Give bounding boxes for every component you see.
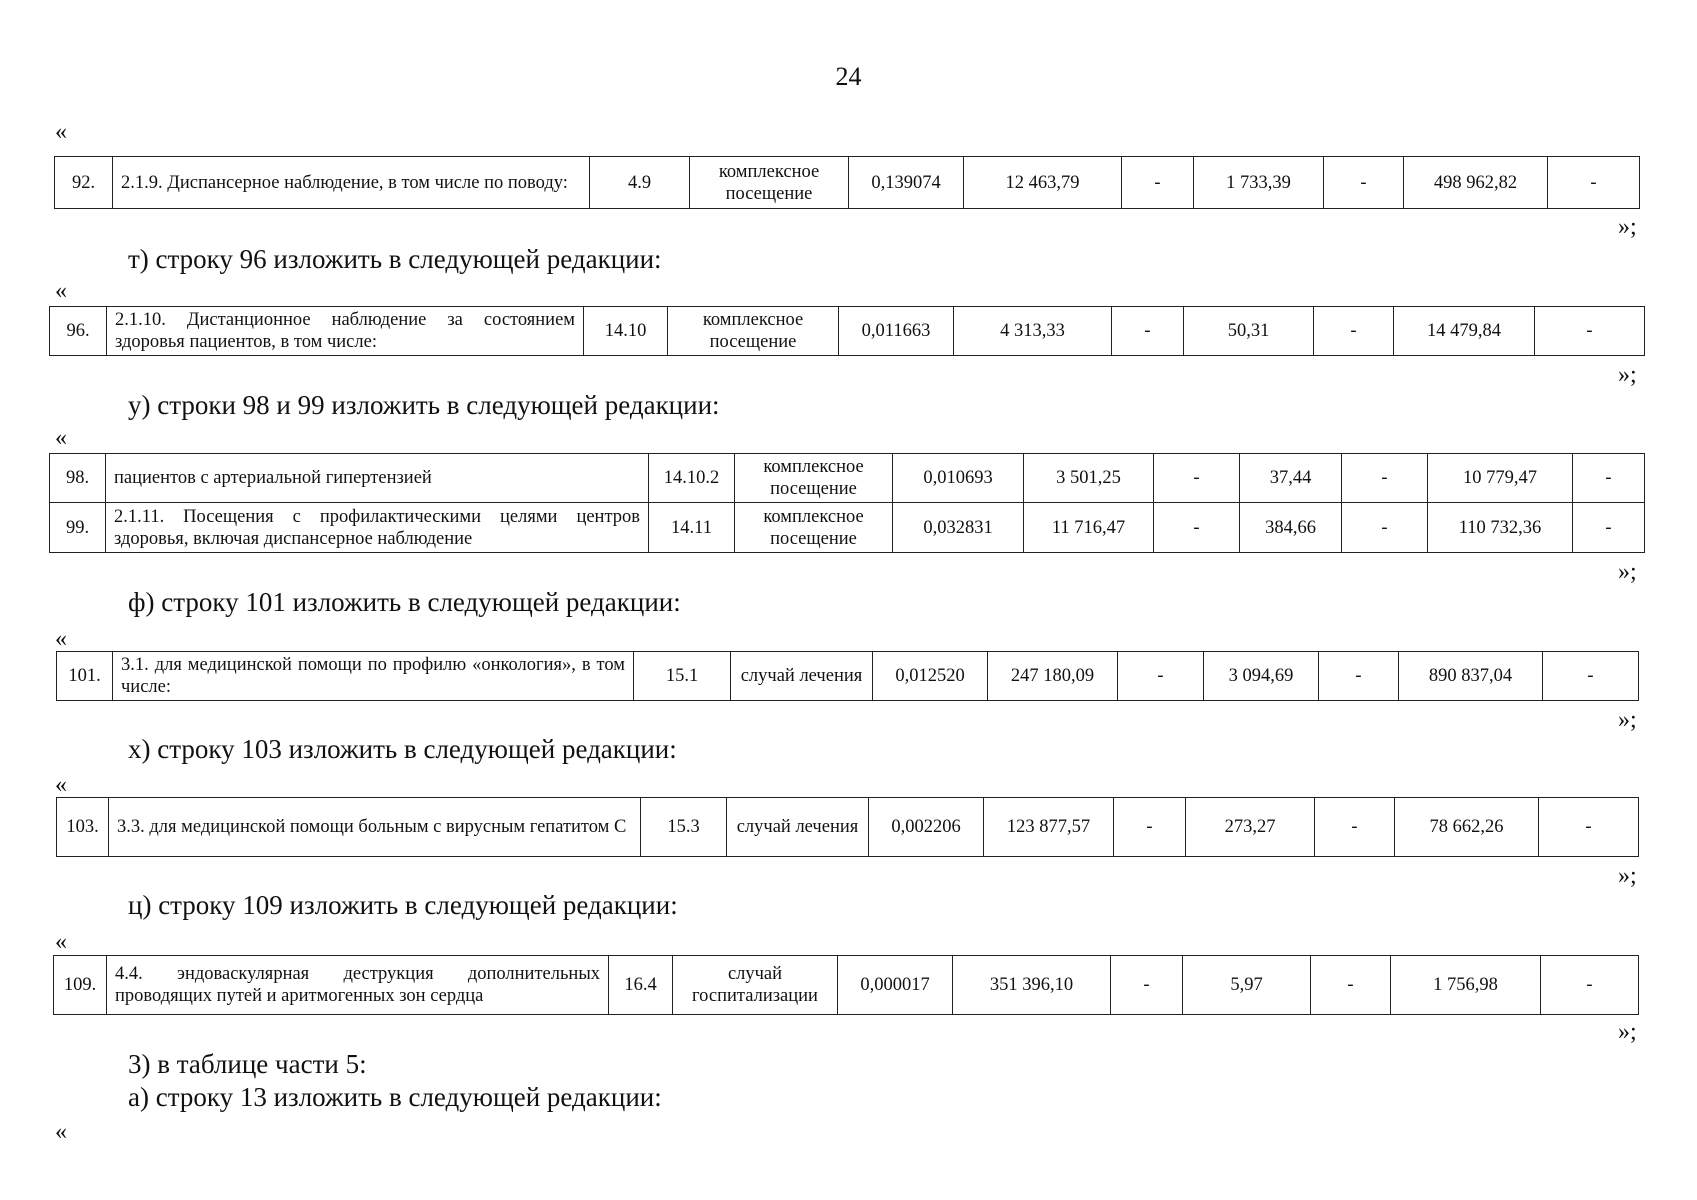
row-dash: -	[1319, 652, 1399, 701]
row-dash: -	[1342, 454, 1428, 503]
row-dash: -	[1114, 798, 1186, 857]
instruction-part5: 3) в таблице части 5:	[128, 1049, 367, 1079]
open-quote: «	[55, 1119, 67, 1145]
row-per-capita: 1 733,39	[1194, 157, 1324, 209]
row-unit: случай лечения	[727, 798, 869, 857]
table-rows-98-99	[49, 453, 1645, 553]
instruction-row13: а) строку 13 изложить в следующей редакции:	[128, 1082, 662, 1112]
row-dash: -	[1541, 956, 1639, 1015]
row-description: 3.3. для медицинской помощи больным с вирусным гепатитом С	[109, 798, 641, 857]
row-unit: комплексное посещение	[735, 503, 893, 553]
row-per-capita: 384,66	[1240, 503, 1342, 553]
row-unit: комплексное посещение	[690, 157, 849, 209]
row-total: 498 962,82	[1404, 157, 1548, 209]
row-number: 99.	[50, 503, 106, 553]
open-quote: «	[55, 772, 67, 798]
row-cost: 12 463,79	[964, 157, 1122, 209]
row-description: 3.1. для медицинской помощи по профилю «онкология», в том числе:	[113, 652, 634, 701]
row-dash: -	[1118, 652, 1204, 701]
row-total: 14 479,84	[1394, 307, 1535, 356]
table-row	[50, 307, 1645, 356]
row-dash: -	[1314, 307, 1394, 356]
row-dash: -	[1122, 157, 1194, 209]
row-dash: -	[1573, 503, 1645, 553]
row-number: 103.	[57, 798, 109, 857]
instruction-row96: т) строку 96 изложить в следующей редакции:	[128, 244, 662, 274]
row-number: 98.	[50, 454, 106, 503]
row-norm: 0,002206	[869, 798, 984, 857]
row-code: 14.10	[584, 307, 668, 356]
row-code: 14.11	[649, 503, 735, 553]
row-unit: случай госпитализации	[673, 956, 838, 1015]
page-number: 24	[835, 62, 862, 91]
row-description: 2.1.11. Посещения с профилактическими целями центров здоровья, включая диспансерное наблюдение	[106, 503, 649, 553]
row-per-capita: 5,97	[1183, 956, 1311, 1015]
row-number: 109.	[54, 956, 107, 1015]
row-per-capita: 3 094,69	[1204, 652, 1319, 701]
row-description: пациентов с артериальной гипертензией	[106, 454, 649, 503]
row-total: 1 756,98	[1391, 956, 1541, 1015]
row-code: 4.9	[590, 157, 690, 209]
table-row	[50, 454, 1645, 503]
row-total: 10 779,47	[1428, 454, 1573, 503]
open-quote: «	[55, 425, 67, 451]
table-row-101	[56, 651, 1639, 701]
row-description: 2.1.9. Диспансерное наблюдение, в том числе по поводу:	[113, 157, 590, 209]
instruction-row101: ф) строку 101 изложить в следующей редакции:	[128, 587, 681, 617]
table-row	[54, 956, 1639, 1015]
instruction-row109: ц) строку 109 изложить в следующей редакции:	[128, 890, 678, 920]
row-norm: 0,011663	[839, 307, 954, 356]
row-norm: 0,032831	[893, 503, 1024, 553]
row-description: 2.1.10. Дистанционное наблюдение за состоянием здоровья пациентов, в том числе:	[107, 307, 584, 356]
table-row-109	[53, 955, 1639, 1015]
row-per-capita: 273,27	[1186, 798, 1315, 857]
row-total: 110 732,36	[1428, 503, 1573, 553]
table-row	[50, 503, 1645, 553]
row-cost: 4 313,33	[954, 307, 1112, 356]
open-quote: «	[55, 626, 67, 652]
row-cost: 247 180,09	[988, 652, 1118, 701]
row-norm: 0,012520	[873, 652, 988, 701]
close-quote: »;	[1618, 1019, 1637, 1045]
instruction-rows98-99: у) строки 98 и 99 изложить в следующей редакции:	[128, 390, 720, 420]
row-dash: -	[1539, 798, 1639, 857]
close-quote: »;	[1618, 707, 1637, 733]
open-quote: «	[55, 278, 67, 304]
row-dash: -	[1315, 798, 1395, 857]
row-cost: 351 396,10	[953, 956, 1111, 1015]
row-dash: -	[1324, 157, 1404, 209]
row-dash: -	[1573, 454, 1645, 503]
close-quote: »;	[1618, 559, 1637, 585]
table-row-96	[49, 306, 1645, 356]
row-dash: -	[1548, 157, 1640, 209]
row-dash: -	[1535, 307, 1645, 356]
row-total: 890 837,04	[1399, 652, 1543, 701]
row-dash: -	[1311, 956, 1391, 1015]
row-cost: 11 716,47	[1024, 503, 1154, 553]
row-cost: 3 501,25	[1024, 454, 1154, 503]
close-quote: »;	[1618, 214, 1637, 240]
row-unit: случай лечения	[731, 652, 873, 701]
row-norm: 0,139074	[849, 157, 964, 209]
close-quote: »;	[1618, 863, 1637, 889]
row-dash: -	[1342, 503, 1428, 553]
row-cost: 123 877,57	[984, 798, 1114, 857]
row-dash: -	[1154, 503, 1240, 553]
table-row-92	[54, 156, 1640, 209]
row-unit: комплексное посещение	[668, 307, 839, 356]
table-row-103	[56, 797, 1639, 857]
table-row	[57, 652, 1639, 701]
table-row	[57, 798, 1639, 857]
row-per-capita: 50,31	[1184, 307, 1314, 356]
open-quote: «	[55, 119, 67, 145]
row-code: 15.3	[641, 798, 727, 857]
row-per-capita: 37,44	[1240, 454, 1342, 503]
close-quote: »;	[1618, 362, 1637, 388]
row-number: 96.	[50, 307, 107, 356]
row-dash: -	[1112, 307, 1184, 356]
table-row	[55, 157, 1640, 209]
instruction-row103: х) строку 103 изложить в следующей редакции:	[128, 734, 677, 764]
row-code: 16.4	[609, 956, 673, 1015]
row-unit: комплексное посещение	[735, 454, 893, 503]
row-dash: -	[1543, 652, 1639, 701]
row-code: 15.1	[634, 652, 731, 701]
row-description: 4.4. эндоваскулярная деструкция дополнительных проводящих путей и аритмогенных зон сердца	[107, 956, 609, 1015]
row-dash: -	[1111, 956, 1183, 1015]
row-total: 78 662,26	[1395, 798, 1539, 857]
row-dash: -	[1154, 454, 1240, 503]
row-code: 14.10.2	[649, 454, 735, 503]
row-number: 92.	[55, 157, 113, 209]
open-quote: «	[55, 929, 67, 955]
row-norm: 0,010693	[893, 454, 1024, 503]
row-number: 101.	[57, 652, 113, 701]
row-norm: 0,000017	[838, 956, 953, 1015]
